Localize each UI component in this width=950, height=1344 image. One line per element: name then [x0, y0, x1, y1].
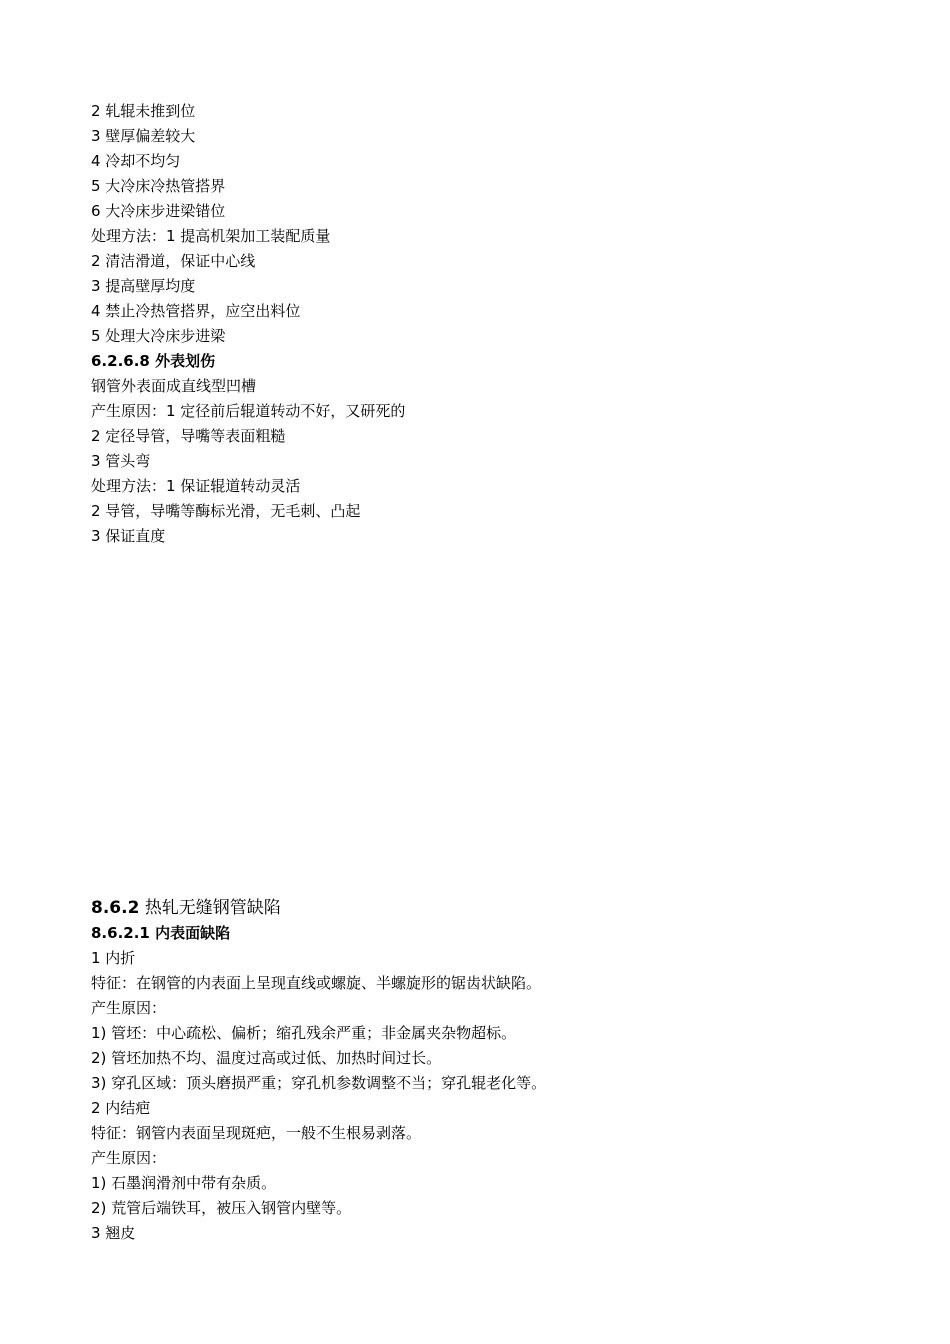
text-line: 2) 荒管后端铁耳，被压入钢管内壁等。	[91, 1199, 352, 1217]
subsection-heading: 6.2.6.8 外表划伤	[91, 352, 216, 370]
text-line: 2 内结疤	[91, 1099, 151, 1117]
text-line: 4 禁止冷热管搭界，应空出料位	[91, 302, 301, 320]
text-line: 1) 管坯：中心疏松、偏析；缩孔残余严重；非金属夹杂物超标。	[91, 1024, 517, 1042]
text-line: 2 清洁滑道，保证中心线	[91, 252, 256, 270]
text-line: 2 定径导管，导嘴等表面粗糙	[91, 427, 286, 445]
document-section-lower	[91, 896, 911, 1246]
section-heading	[91, 896, 911, 921]
text-line: 3 壁厚偏差较大	[91, 127, 196, 145]
text-line: 产生原因：	[91, 1149, 167, 1167]
text-line: 2 轧辊未推到位	[91, 102, 196, 120]
text-line: 特征：在钢管的内表面上呈现直线或螺旋、半螺旋形的锯齿状缺陷。	[91, 974, 542, 992]
text-line: 5 处理大冷床步进梁	[91, 327, 226, 345]
text-line: 3 管头弯	[91, 452, 151, 470]
text-line: 钢管外表面成直线型凹槽	[91, 377, 257, 395]
text-line: 2 导管，导嘴等酶标光滑，无毛刺、凸起	[91, 502, 361, 520]
text-line: 处理方法：1 保证辊道转动灵活	[91, 477, 301, 495]
text-line: 3 翘皮	[91, 1224, 136, 1242]
text-line: 3) 穿孔区域：顶头磨损严重；穿孔机参数调整不当；穿孔辊老化等。	[91, 1074, 547, 1092]
text-line: 5 大冷床冷热管搭界	[91, 177, 226, 195]
section-heading-text: 热轧无缝钢管缺陷	[144, 898, 281, 918]
section-heading-number: 8.6.2	[91, 898, 140, 918]
text-line: 3 保证直度	[91, 527, 166, 545]
text-line: 2) 管坯加热不均、温度过高或过低、加热时间过长。	[91, 1049, 442, 1067]
text-line: 6 大冷床步进梁错位	[91, 202, 226, 220]
document-section-upper	[91, 99, 911, 549]
text-line: 产生原因：1 定径前后辊道转动不好，又研死的	[91, 402, 406, 420]
text-line: 处理方法：1 提高机架加工装配质量	[91, 227, 331, 245]
text-line: 1 内折	[91, 949, 136, 967]
text-line: 3 提高壁厚均度	[91, 277, 196, 295]
text-line: 1) 石墨润滑剂中带有杂质。	[91, 1174, 277, 1192]
text-line: 产生原因：	[91, 999, 167, 1017]
text-line: 特征：钢管内表面呈现斑疤，一般不生根易剥落。	[91, 1124, 422, 1142]
subsection-heading: 8.6.2.1 内表面缺陷	[91, 924, 231, 942]
text-line: 4 冷却不均匀	[91, 152, 181, 170]
